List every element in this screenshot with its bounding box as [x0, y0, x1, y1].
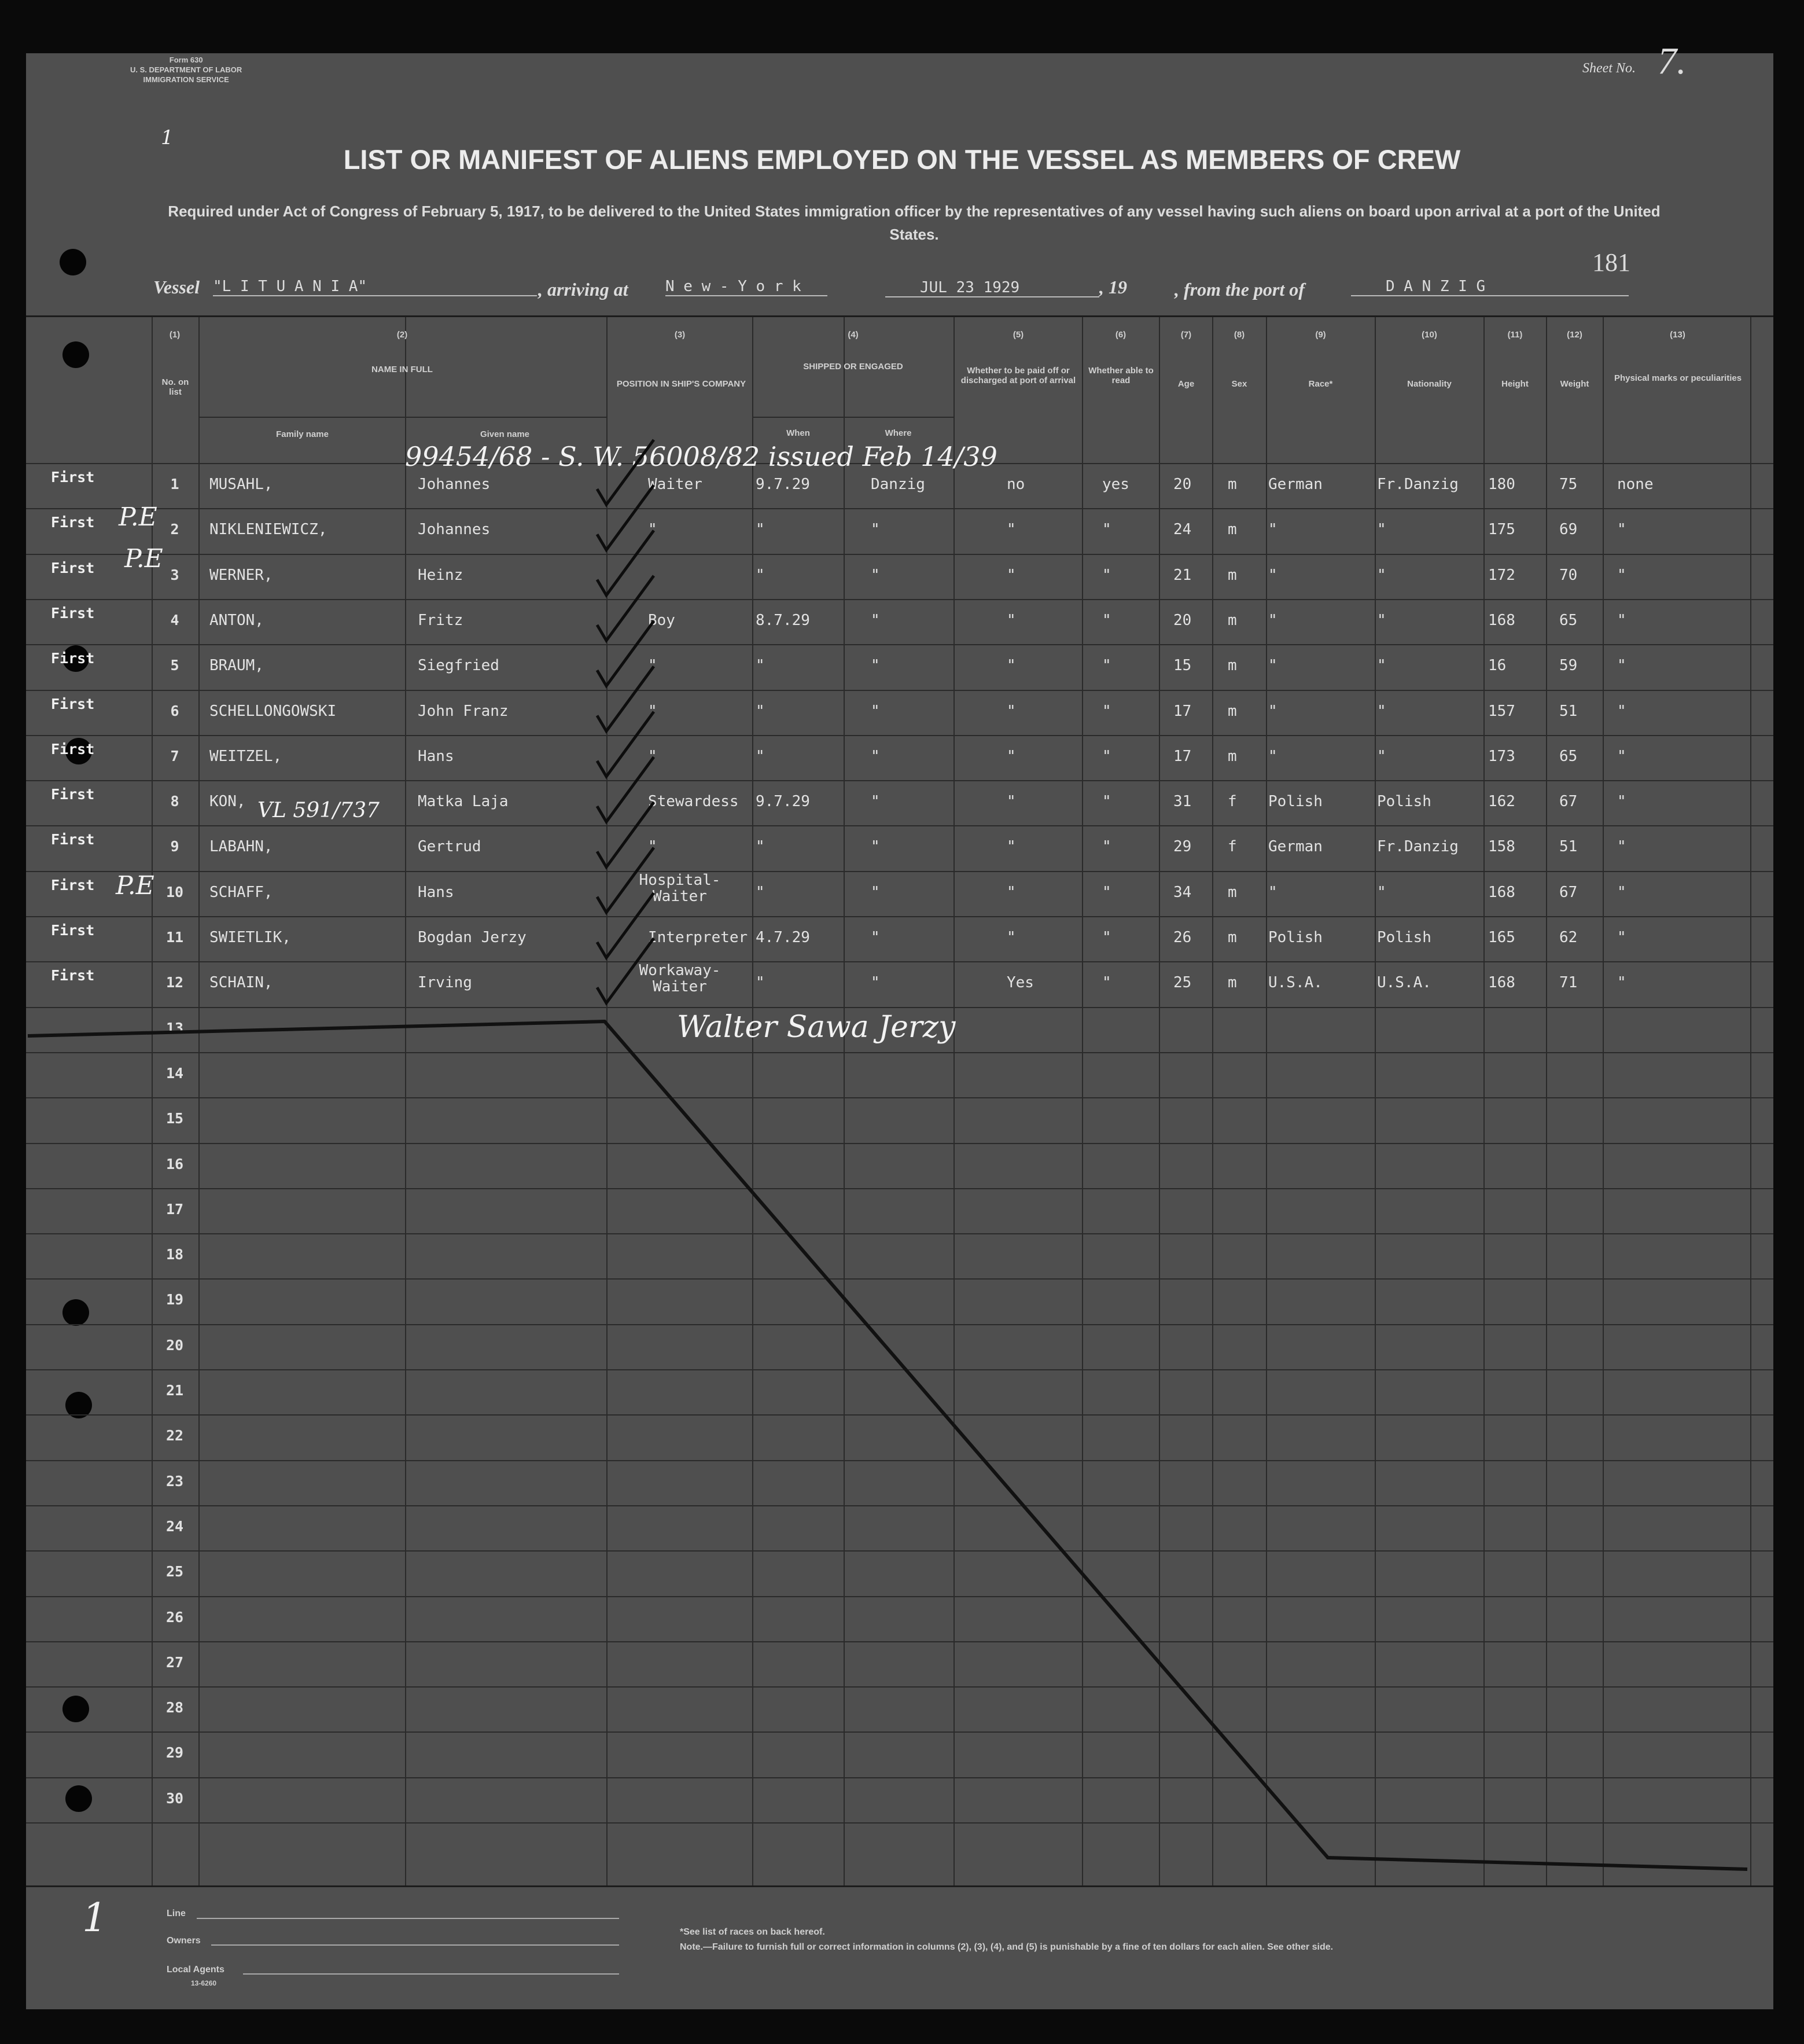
nationality: Polish	[1377, 793, 1431, 811]
sex: m	[1228, 883, 1237, 901]
from-port-label: , from the port of	[1175, 279, 1305, 300]
family-name: SCHAFF,	[209, 883, 273, 901]
age: 21	[1173, 566, 1192, 584]
col3-num: (3)	[674, 330, 686, 340]
family-name: NIKLENIEWICZ,	[209, 521, 327, 539]
given-name: Hans	[418, 883, 454, 901]
col8-label: Sex	[1231, 379, 1247, 389]
given-name: John Franz	[418, 702, 509, 720]
line-number: 30	[165, 1789, 184, 1807]
position: Waiter	[648, 476, 702, 493]
race: "	[1268, 702, 1277, 720]
paid-off: "	[1007, 657, 1016, 675]
paid-off: "	[1007, 883, 1016, 901]
line-number: 5	[170, 657, 179, 674]
family-name: MUSAHL,	[209, 476, 273, 493]
col9-num: (9)	[1315, 330, 1326, 340]
shipped-when: "	[756, 566, 765, 584]
race: Polish	[1268, 929, 1323, 946]
shipped-where: "	[871, 657, 880, 675]
line-number: 20	[165, 1336, 184, 1354]
able-to-read: "	[1102, 793, 1111, 811]
able-to-read: "	[1102, 702, 1111, 720]
paid-off: "	[1007, 566, 1016, 584]
line-number: 25	[165, 1563, 184, 1580]
col6-num: (6)	[1115, 330, 1126, 340]
year-suffix: , 19	[1099, 277, 1127, 297]
physical-marks: "	[1617, 521, 1626, 539]
col6-label: Whether able to read	[1088, 366, 1154, 385]
shipped-where: "	[871, 974, 880, 992]
signature: Walter Sawa Jerzy	[677, 1010, 956, 1045]
col10-label: Nationality	[1407, 379, 1452, 389]
physical-marks: "	[1617, 747, 1626, 765]
able-to-read: yes	[1102, 476, 1129, 493]
race: German	[1268, 476, 1323, 493]
line-number: 6	[170, 702, 179, 719]
sex: m	[1228, 974, 1237, 992]
age: 15	[1173, 657, 1192, 675]
sex: m	[1228, 929, 1237, 946]
able-to-read: "	[1102, 883, 1111, 901]
race: Polish	[1268, 793, 1323, 811]
position: "	[648, 657, 657, 675]
first-class-mark: First	[51, 922, 95, 939]
vessel-label: Vessel	[153, 277, 200, 297]
weight: 67	[1559, 883, 1578, 901]
shipped-when: "	[756, 521, 765, 539]
given-name: Siegfried	[418, 657, 499, 675]
line-number: 23	[165, 1472, 184, 1490]
given-name: Fritz	[418, 611, 463, 629]
line-number: 26	[165, 1608, 184, 1626]
col2-label: NAME IN FULL	[371, 365, 433, 374]
position: "	[648, 838, 657, 856]
shipped-when: "	[756, 702, 765, 720]
line-number: 4	[170, 611, 179, 628]
footer-line-rule	[197, 1918, 619, 1919]
shipped-when: "	[756, 657, 765, 675]
col4-when: When	[786, 428, 810, 438]
shipped-where: "	[871, 838, 880, 856]
nationality: "	[1377, 566, 1386, 584]
weight: 51	[1559, 702, 1578, 720]
position: Workaway-Waiter	[639, 962, 721, 996]
shipped-where: "	[871, 566, 880, 584]
able-to-read: "	[1102, 838, 1111, 856]
line-number: 28	[165, 1699, 184, 1716]
table-bottom-rule	[26, 1885, 1773, 1887]
height: 165	[1488, 929, 1515, 946]
position: Boy	[648, 611, 675, 629]
family-name: SWIETLIK,	[209, 929, 291, 946]
department-name: U. S. DEPARTMENT OF LABOR	[130, 65, 242, 74]
nationality: Fr.Danzig	[1377, 476, 1459, 493]
able-to-read: "	[1102, 929, 1111, 946]
family-name: WEITZEL,	[209, 747, 282, 765]
family-name: KON,	[209, 793, 246, 811]
line-number: 29	[165, 1744, 184, 1762]
handwritten-note-row8: VL 591/737	[257, 799, 380, 822]
height: 173	[1488, 747, 1515, 765]
age: 25	[1173, 974, 1192, 992]
sex: m	[1228, 566, 1237, 584]
position: Stewardess	[648, 793, 739, 811]
paid-off: "	[1007, 929, 1016, 946]
col13-num: (13)	[1670, 330, 1685, 340]
age: 29	[1173, 838, 1192, 856]
col10-num: (10)	[1422, 330, 1437, 340]
able-to-read: "	[1102, 974, 1111, 992]
pe-mark: P.E	[119, 502, 157, 532]
col5-label: Whether to be paid off or discharged at port of arrival	[960, 366, 1076, 385]
col2-family: Family name	[276, 429, 329, 439]
height: 158	[1488, 838, 1515, 856]
physical-marks: "	[1617, 929, 1626, 946]
pe-mark: P.E	[124, 544, 163, 574]
line-number: 18	[165, 1246, 184, 1263]
physical-marks: "	[1617, 657, 1626, 675]
position: "	[648, 702, 657, 720]
sex: f	[1228, 838, 1237, 856]
line-number: 8	[170, 793, 179, 810]
col3-label: POSITION IN SHIP'S COMPANY	[616, 379, 746, 389]
first-class-mark: First	[51, 469, 95, 486]
height: 168	[1488, 974, 1515, 992]
paid-off: "	[1007, 747, 1016, 765]
shipped-where: "	[871, 521, 880, 539]
weight: 51	[1559, 838, 1578, 856]
form-number: Form 630	[169, 56, 203, 64]
line-number: 10	[165, 883, 184, 900]
sex: m	[1228, 611, 1237, 629]
document-subtitle: Required under Act of Congress of February 5, 1917, to be delivered to the United States immigration officer by the representatives of any vessel having such aliens on board upon arrival at a port of the United States.	[168, 203, 1661, 243]
shipped-where: "	[871, 883, 880, 901]
nationality: "	[1377, 702, 1386, 720]
able-to-read: "	[1102, 747, 1111, 765]
physical-marks: "	[1617, 793, 1626, 811]
physical-marks: "	[1617, 702, 1626, 720]
weight: 70	[1559, 566, 1578, 584]
physical-marks: none	[1617, 476, 1654, 493]
sex: m	[1228, 747, 1237, 765]
sheet-number-value: 7.	[1658, 40, 1687, 82]
physical-marks: "	[1617, 883, 1626, 901]
sheet-number-label: Sheet No.	[1582, 61, 1636, 76]
col1-label: No. on list	[161, 377, 189, 397]
sex: m	[1228, 657, 1237, 675]
line-number: 14	[165, 1064, 184, 1082]
race: U.S.A.	[1268, 974, 1323, 992]
given-name: Johannes	[418, 476, 491, 493]
race: "	[1268, 566, 1277, 584]
nationality: Polish	[1377, 929, 1431, 946]
given-name: Johannes	[418, 521, 491, 539]
race: "	[1268, 521, 1277, 539]
document-title: LIST OR MANIFEST OF ALIENS EMPLOYED ON THE VESSEL AS MEMBERS OF CREW	[343, 144, 1461, 175]
line-number: 13	[165, 1019, 184, 1036]
family-name: WERNER,	[209, 566, 273, 584]
col12-label: Weight	[1560, 379, 1589, 389]
line-number: 15	[165, 1110, 184, 1127]
col2-num: (2)	[396, 330, 408, 340]
age: 34	[1173, 883, 1192, 901]
arriving-label: , arriving at	[538, 279, 628, 300]
col13-label: Physical marks or peculiarities	[1614, 373, 1742, 383]
family-name: SCHAIN,	[209, 974, 273, 992]
able-to-read: "	[1102, 657, 1111, 675]
line-number: 21	[165, 1382, 184, 1399]
first-class-mark: First	[51, 740, 95, 758]
weight: 75	[1559, 476, 1578, 493]
footer-owners-rule	[211, 1944, 619, 1946]
line-number: 27	[165, 1653, 184, 1671]
from-port: D A N Z I G	[1351, 278, 1629, 296]
col1-num: (1)	[169, 330, 181, 340]
first-class-mark: First	[51, 514, 95, 531]
footer-agents-rule	[243, 1973, 619, 1975]
physical-marks: "	[1617, 974, 1626, 992]
able-to-read: "	[1102, 521, 1111, 539]
paid-off: Yes	[1007, 974, 1034, 992]
race: "	[1268, 883, 1277, 901]
nationality: "	[1377, 657, 1386, 675]
shipped-where: "	[871, 747, 880, 765]
height: 180	[1488, 476, 1515, 493]
nationality: "	[1377, 883, 1386, 901]
height: 162	[1488, 793, 1515, 811]
shipped-where: "	[871, 793, 880, 811]
physical-marks: "	[1617, 611, 1626, 629]
height: 157	[1488, 702, 1515, 720]
given-name: Heinz	[418, 566, 463, 584]
weight: 62	[1559, 929, 1578, 946]
height: 16	[1488, 657, 1507, 675]
weight: 59	[1559, 657, 1578, 675]
first-class-mark: First	[51, 876, 95, 894]
first-class-mark: First	[51, 695, 95, 712]
age: 31	[1173, 793, 1192, 811]
position: "	[648, 521, 657, 539]
sex: f	[1228, 793, 1237, 811]
col9-label: Race*	[1308, 379, 1333, 389]
footer-line-label: Line	[167, 1909, 186, 1918]
given-name: Bogdan Jerzy	[418, 929, 527, 946]
line-number: 9	[170, 838, 179, 855]
nationality: U.S.A.	[1377, 974, 1431, 992]
nationality: Fr.Danzig	[1377, 838, 1459, 856]
first-class-mark: First	[51, 831, 95, 848]
footer-race-note: *See list of races on back hereof.	[680, 1927, 825, 1937]
col8-num: (8)	[1234, 330, 1245, 340]
nationality: "	[1377, 611, 1386, 629]
shipped-when: 8.7.29	[756, 611, 810, 629]
weight: 65	[1559, 747, 1578, 765]
line-number: 17	[165, 1200, 184, 1218]
line-number: 2	[170, 521, 179, 538]
shipped-when: "	[756, 747, 765, 765]
line-number: 7	[170, 747, 179, 764]
paid-off: "	[1007, 793, 1016, 811]
handwritten-note-row1: 99454/68 - S. W. 56008/82 issued Feb 14/39	[405, 441, 997, 472]
col7-num: (7)	[1180, 330, 1192, 340]
col4-label: SHIPPED OR ENGAGED	[803, 362, 903, 372]
footer-form-code: 13-6260	[191, 1979, 217, 1987]
pe-mark: P.E	[116, 871, 154, 900]
shipped-where: "	[871, 611, 880, 629]
weight: 65	[1559, 611, 1578, 629]
family-name: SCHELLONGOWSKI	[209, 702, 337, 720]
shipped-when: 9.7.29	[756, 476, 810, 493]
arriving-port: N e w - Y o r k	[665, 278, 827, 296]
shipped-when: 4.7.29	[756, 929, 810, 946]
age: 20	[1173, 611, 1192, 629]
age: 20	[1173, 476, 1192, 493]
family-name: LABAHN,	[209, 838, 273, 856]
given-name: Gertrud	[418, 838, 481, 856]
stamp-number: 181	[1592, 248, 1630, 277]
col5-num: (5)	[1013, 330, 1024, 340]
vessel-name: "L I T U A N I A"	[213, 278, 537, 296]
able-to-read: "	[1102, 566, 1111, 584]
shipped-when: "	[756, 974, 765, 992]
sex: m	[1228, 702, 1237, 720]
col7-label: Age	[1177, 379, 1195, 389]
family-name: ANTON,	[209, 611, 264, 629]
weight: 71	[1559, 974, 1578, 992]
paid-off: "	[1007, 838, 1016, 856]
shipped-when: "	[756, 838, 765, 856]
given-name: Matka Laja	[418, 793, 509, 811]
race: "	[1268, 611, 1277, 629]
paid-off: "	[1007, 521, 1016, 539]
line-number: 1	[170, 476, 179, 492]
first-class-mark: First	[51, 650, 95, 667]
height: 175	[1488, 521, 1515, 539]
corner-mark: 1	[82, 1895, 108, 1941]
height: 168	[1488, 883, 1515, 901]
col2-given: Given name	[480, 429, 530, 439]
weight: 69	[1559, 521, 1578, 539]
position: Interpreter	[648, 929, 748, 946]
family-name: BRAUM,	[209, 657, 264, 675]
line-number: 16	[165, 1155, 184, 1172]
line-number: 12	[165, 974, 184, 991]
sex: m	[1228, 476, 1237, 493]
age: 17	[1173, 702, 1192, 720]
col11-label: Height	[1501, 379, 1529, 389]
col11-num: (11)	[1507, 330, 1523, 340]
given-name: Irving	[418, 974, 472, 992]
footer-agents-label: Local Agents	[167, 1965, 224, 1975]
race: German	[1268, 838, 1323, 856]
first-class-mark: First	[51, 786, 95, 803]
able-to-read: "	[1102, 611, 1111, 629]
col4-where: Where	[885, 428, 912, 438]
shipped-when: 9.7.29	[756, 793, 810, 811]
shipped-where: "	[871, 929, 880, 946]
paid-off: no	[1007, 476, 1025, 493]
nationality: "	[1377, 521, 1386, 539]
line-number: 19	[165, 1291, 184, 1308]
footer-penalty-note: Note.—Failure to furnish full or correct information in columns (2), (3), (4), and (5) is punishable by a fine of ten dollars for each alien. See other side.	[680, 1942, 1334, 1952]
line-number: 11	[165, 929, 184, 946]
first-class-mark: First	[51, 604, 95, 622]
paid-off: "	[1007, 611, 1016, 629]
given-name: Hans	[418, 747, 454, 765]
race: "	[1268, 657, 1277, 675]
weight: 67	[1559, 793, 1578, 811]
nationality: "	[1377, 747, 1386, 765]
physical-marks: "	[1617, 838, 1626, 856]
line-number: 22	[165, 1427, 184, 1444]
shipped-where: Danzig	[871, 476, 925, 493]
footer-owners-label: Owners	[167, 1936, 201, 1946]
line-number: 24	[165, 1517, 184, 1535]
margin-mark: 1	[161, 126, 174, 149]
arrival-date: JUL 23 1929	[885, 279, 1099, 297]
height: 168	[1488, 611, 1515, 629]
shipped-where: "	[871, 702, 880, 720]
check-mark	[597, 938, 654, 1003]
first-class-mark: First	[51, 967, 95, 984]
col12-num: (12)	[1567, 330, 1582, 340]
sex: m	[1228, 521, 1237, 539]
first-class-mark: First	[51, 559, 95, 576]
line-number: 3	[170, 566, 179, 583]
physical-marks: "	[1617, 566, 1626, 584]
race: "	[1268, 747, 1277, 765]
col4-num: (4)	[848, 330, 859, 340]
height: 172	[1488, 566, 1515, 584]
shipped-when: "	[756, 883, 765, 901]
position: "	[648, 747, 657, 765]
age: 17	[1173, 747, 1192, 765]
age: 24	[1173, 521, 1192, 539]
paid-off: "	[1007, 702, 1016, 720]
age: 26	[1173, 929, 1192, 946]
service-name: IMMIGRATION SERVICE	[143, 75, 229, 84]
position: Hospital-Waiter	[639, 871, 721, 905]
